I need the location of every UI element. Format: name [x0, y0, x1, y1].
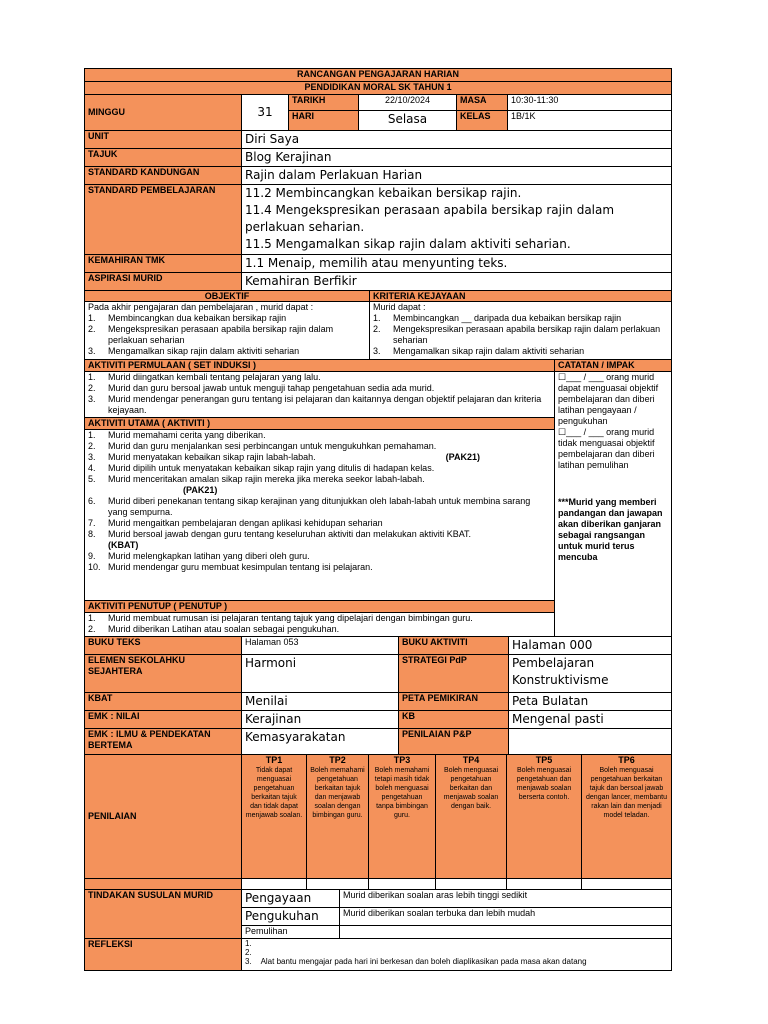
standard-pembelajaran-value — [242, 185, 672, 255]
objective-table — [84, 290, 672, 360]
susulan-desc: Murid diberikan soalan aras lebih tinggi sedikit — [340, 890, 672, 908]
standard-kandungan-label: STANDARD KANDUNGAN — [85, 167, 242, 185]
masa-value: 10:30-11:30 — [508, 95, 672, 111]
tmk-label: KEMAHIRAN TMK — [85, 255, 242, 273]
objektif-header: OBJEKTIF — [85, 291, 370, 302]
tmk-value: 1.1 Menaip, memilih atau menyunting teks. — [242, 255, 672, 273]
peta-value: Peta Bulatan — [509, 693, 672, 711]
kriteria-item: 3. Mengamalkan sikap rajin dalam aktiviti seharian — [373, 346, 585, 356]
buku-teks-value: Halaman 053 — [242, 637, 399, 655]
unit-label: UNIT — [85, 131, 242, 149]
tp-desc: Boleh menguasai pengetahuan berkaitan tajuk dan bersoal jawab dengan lancer, membantu rakan lain dan menjadi model teladan. — [586, 767, 667, 819]
buku-teks-label: BUKU TEKS — [85, 637, 242, 655]
objektif-item: 2. Mengekspresikan perasaan apabila bersikap rajin dalam perlakuan seharian — [88, 324, 334, 345]
tp-score-cell[interactable] — [582, 879, 672, 890]
info-table — [84, 130, 672, 291]
tp-cell — [307, 755, 369, 879]
penilaian-label: PENILAIAN — [85, 755, 242, 879]
catatan-body — [555, 372, 672, 637]
tp-level: TP2 — [329, 755, 346, 765]
kelas-label: KELAS — [457, 111, 508, 131]
buku-aktiviti-label: BUKU AKTIVITI — [399, 637, 509, 655]
pak21-tag: (PAK21) — [183, 485, 218, 495]
penutup-item: 1. Murid membuat rumusan isi pelajaran tentang tajuk yang dipelajari dengan bimbingan guru. — [88, 613, 473, 623]
resources-table — [84, 636, 672, 755]
permulaan-item: 1. Murid diingatkan kembali tentang pelajaran yang lalu. — [88, 372, 321, 382]
elemen-label: ELEMEN SEKOLAHKU SEJAHTERA — [85, 655, 242, 693]
utama-item: 9. Murid melengkapkan latihan yang diberi oleh guru. — [88, 551, 310, 561]
tp-level: TP6 — [618, 755, 635, 765]
tp-score-cell[interactable] — [436, 879, 507, 890]
tp-desc: Boleh menguasai pengetahuan dan menjawab soalan berserta contoh. — [516, 767, 572, 801]
doc-title: RANCANGAN PENGAJARAN HARIAN — [85, 69, 672, 82]
kbat-label: KBAT — [85, 693, 242, 711]
objektif-intro: Pada akhir pengajaran dan pembelajaran , murid dapat : — [88, 302, 314, 312]
hari-label: HARI — [289, 111, 359, 131]
tp-desc: Boleh memahami tetapi masih tidak boleh menguasai pengetahuan tanpa bimbingan guru. — [374, 767, 430, 819]
permulaan-header: AKTIVITI PERMULAAN ( SET INDUKSI ) — [85, 360, 555, 372]
masa-label: MASA — [457, 95, 508, 111]
tp-level: TP5 — [535, 755, 553, 765]
emk-nilai-label: EMK : NILAI — [85, 711, 242, 729]
penutup-body — [85, 613, 555, 637]
aspirasi-value: Kemahiran Berfikir — [242, 273, 672, 291]
susulan-label: TINDAKAN SUSULAN MURID — [85, 890, 242, 939]
tarikh-label: TARIKH — [289, 95, 359, 111]
utama-header: AKTIVITI UTAMA ( AKTIVITI ) — [85, 418, 555, 430]
emk-ilmu-label: EMK : ILMU & PENDEKATAN BERTEMA — [85, 729, 242, 755]
tajuk-label: TAJUK — [85, 149, 242, 167]
tajuk-value: Blog Kerajinan — [242, 149, 672, 167]
emk-nilai-value: Kerajinan — [242, 711, 399, 729]
refleksi-label: REFLEKSI — [85, 939, 242, 971]
hari-value: Selasa — [359, 111, 457, 131]
objektif-item: 1. Membincangkan dua kebaikan bersikap rajin — [88, 313, 287, 323]
tp-desc: Boleh memahami pengetahuan berkaitan tajuk dan menjawab soalan dengan bimbingan guru. — [310, 767, 365, 819]
penilaian-table — [84, 754, 672, 890]
tp-level: TP4 — [462, 755, 480, 765]
tp-cell — [369, 755, 436, 879]
tp-desc: Boleh menguasai pengetahuan berkaitan dan menjawab soalan dengan baik. — [443, 767, 499, 810]
refleksi-item: 3. Alat bantu mengajar pada hari ini berkesan dan boleh diaplikasikan pada masa akan datang — [245, 957, 587, 966]
penutup-header: AKTIVITI PENUTUP ( PENUTUP ) — [85, 601, 555, 613]
tp-cell — [242, 755, 307, 879]
sp-line: 11.2 Membincangkan kebaikan bersikap rajin. — [245, 186, 522, 200]
minggu-value: 31 — [242, 95, 289, 131]
catatan-line-1: ☐___ / ___ orang murid dapat menguasai objektif pembelajaran dan diberi latihan pengayaan / pengukuhan — [558, 372, 659, 426]
kriteria-intro: Murid dapat : — [373, 302, 426, 312]
catatan-line-2: ☐___ / ___ orang murid tidak menguasai objektif pembelajaran dan diberi latihan pemulihan — [558, 427, 655, 470]
susulan-type: Pemulihan — [242, 926, 340, 939]
kelas-value: 1B/1K — [508, 111, 672, 131]
susulan-desc: Murid diberikan soalan terbuka dan lebih mudah — [340, 908, 672, 926]
tp-score-cell[interactable] — [369, 879, 436, 890]
permulaan-body — [85, 372, 555, 418]
utama-item: 4. Murid dipilih untuk menyatakan kebaikan sikap rajin yang ditulis di hadapan kelas. — [88, 463, 435, 473]
kriteria-item: 2. Mengekspresikan perasaan apabila bersikap rajin dalam perlakuan seharian — [373, 324, 661, 345]
utama-item: 5. Murid menceritakan amalan sikap rajin mereka jika mereka seekor labah-labah. (PAK21) — [88, 474, 425, 495]
activity-table — [84, 359, 672, 637]
penutup-item: 2. Murid diberikan Latihan atau soalan sebagai pengukuhan. — [88, 624, 340, 634]
susulan-type: Pengayaan — [242, 890, 340, 908]
unit-value: Diri Saya — [242, 131, 672, 149]
kbat-tag: (KBAT) — [108, 540, 139, 550]
permulaan-item: 3. Murid mendengar penerangan guru tentang isi pelajaran dan kaitannya dengan objektif pelajaran dan kriteria kejayaan. — [88, 394, 542, 415]
penilaian-pp-value — [509, 729, 672, 755]
objektif-item: 3. Mengamalkan sikap rajin dalam aktiviti seharian — [88, 346, 300, 356]
catatan-note: ***Murid yang memberi pandangan dan jawapan akan diberikan ganjaran sebagai rangsangan untuk murid terus mencuba — [558, 497, 663, 562]
tp-score-cell[interactable] — [242, 879, 307, 890]
susulan-table — [84, 889, 672, 971]
tp-cell — [507, 755, 582, 879]
utama-item: 7. Murid mengaitkan pembelajaran dengan aplikasi kehidupan seharian — [88, 518, 383, 528]
buku-aktiviti-value: Halaman 000 — [509, 637, 672, 655]
utama-body — [85, 430, 555, 601]
kb-value: Mengenal pasti — [509, 711, 672, 729]
header-table — [84, 68, 672, 131]
doc-subtitle: PENDIDIKAN MORAL SK TAHUN 1 — [85, 82, 672, 95]
minggu-label: MINGGU — [85, 95, 242, 131]
refleksi-body — [242, 939, 672, 971]
utama-item: 2. Murid dan guru menjalankan sesi perbincangan untuk mengukuhkan pemahaman. — [88, 441, 437, 451]
sp-line: 11.5 Mengamalkan sikap rajin dalam aktiviti seharian. — [245, 237, 571, 251]
objektif-body — [85, 302, 370, 360]
kb-label: KB — [399, 711, 509, 729]
tp-cell — [582, 755, 672, 879]
elemen-value: Harmoni — [242, 655, 399, 693]
penilaian-pp-label: PENILAIAN P&P — [399, 729, 509, 755]
strategi-value: Pembelajaran Konstruktivisme — [509, 655, 672, 693]
utama-item: 3. Murid menyatakan kebaikan sikap rajin labah-labah. (PAK21) — [88, 452, 480, 462]
tp-desc: Tidak dapat menguasai pengetahuan berkaitan tajuk dan tidak dapat menjawab soalan. — [245, 767, 303, 819]
peta-label: PETA PEMIKIRAN — [399, 693, 509, 711]
pak21-tag: (PAK21) — [445, 452, 480, 462]
kriteria-item: 1. Membincangkan __ daripada dua kebaikan bersikap rajin — [373, 313, 622, 323]
lesson-plan-document — [84, 68, 671, 971]
utama-item: 8. Murid bersoal jawab dengan guru tentang keseluruhan aktiviti dan melakukan aktiviti KBAT. (KBAT) — [88, 529, 472, 550]
kriteria-header: KRITERIA KEJAYAAN — [370, 291, 672, 302]
utama-item: 6. Murid diberi penekanan tentang sikap kerajinan yang ditunjukkan oleh labah-labah untuk membina sarang yang sempurna. — [88, 496, 531, 517]
standard-pembelajaran-label: STANDARD PEMBELAJARAN — [85, 185, 242, 255]
strategi-label: STRATEGI PdP — [399, 655, 509, 693]
catatan-header: CATATAN / IMPAK — [555, 360, 672, 372]
tp-score-cell[interactable] — [507, 879, 582, 890]
susulan-desc — [340, 926, 672, 939]
aspirasi-label: ASPIRASI MURID — [85, 273, 242, 291]
emk-ilmu-value: Kemasyarakatan — [242, 729, 399, 755]
utama-item: 1. Murid memahami cerita yang diberikan. — [88, 430, 266, 440]
tp-score-cell[interactable] — [307, 879, 369, 890]
tp-cell — [436, 755, 507, 879]
standard-kandungan-value: Rajin dalam Perlakuan Harian — [242, 167, 672, 185]
tp-level: TP3 — [393, 755, 411, 765]
refleksi-item: 1. — [245, 939, 252, 948]
tp-level: TP1 — [265, 755, 283, 765]
utama-item: 10. Murid mendengar guru membuat kesimpulan tentang isi pelajaran. — [88, 562, 373, 572]
tarikh-value: 22/10/2024 — [359, 95, 457, 111]
permulaan-item: 2. Murid dan guru bersoal jawab untuk menguji tahap pengetahuan sedia ada murid. — [88, 383, 435, 393]
kbat-value: Menilai — [242, 693, 399, 711]
susulan-type: Pengukuhan — [242, 908, 340, 926]
sp-line: 11.4 Mengekspresikan perasaan apabila bersikap rajin dalam perlakuan seharian. — [245, 203, 615, 234]
kriteria-body — [370, 302, 672, 360]
refleksi-item: 2. — [245, 948, 252, 957]
